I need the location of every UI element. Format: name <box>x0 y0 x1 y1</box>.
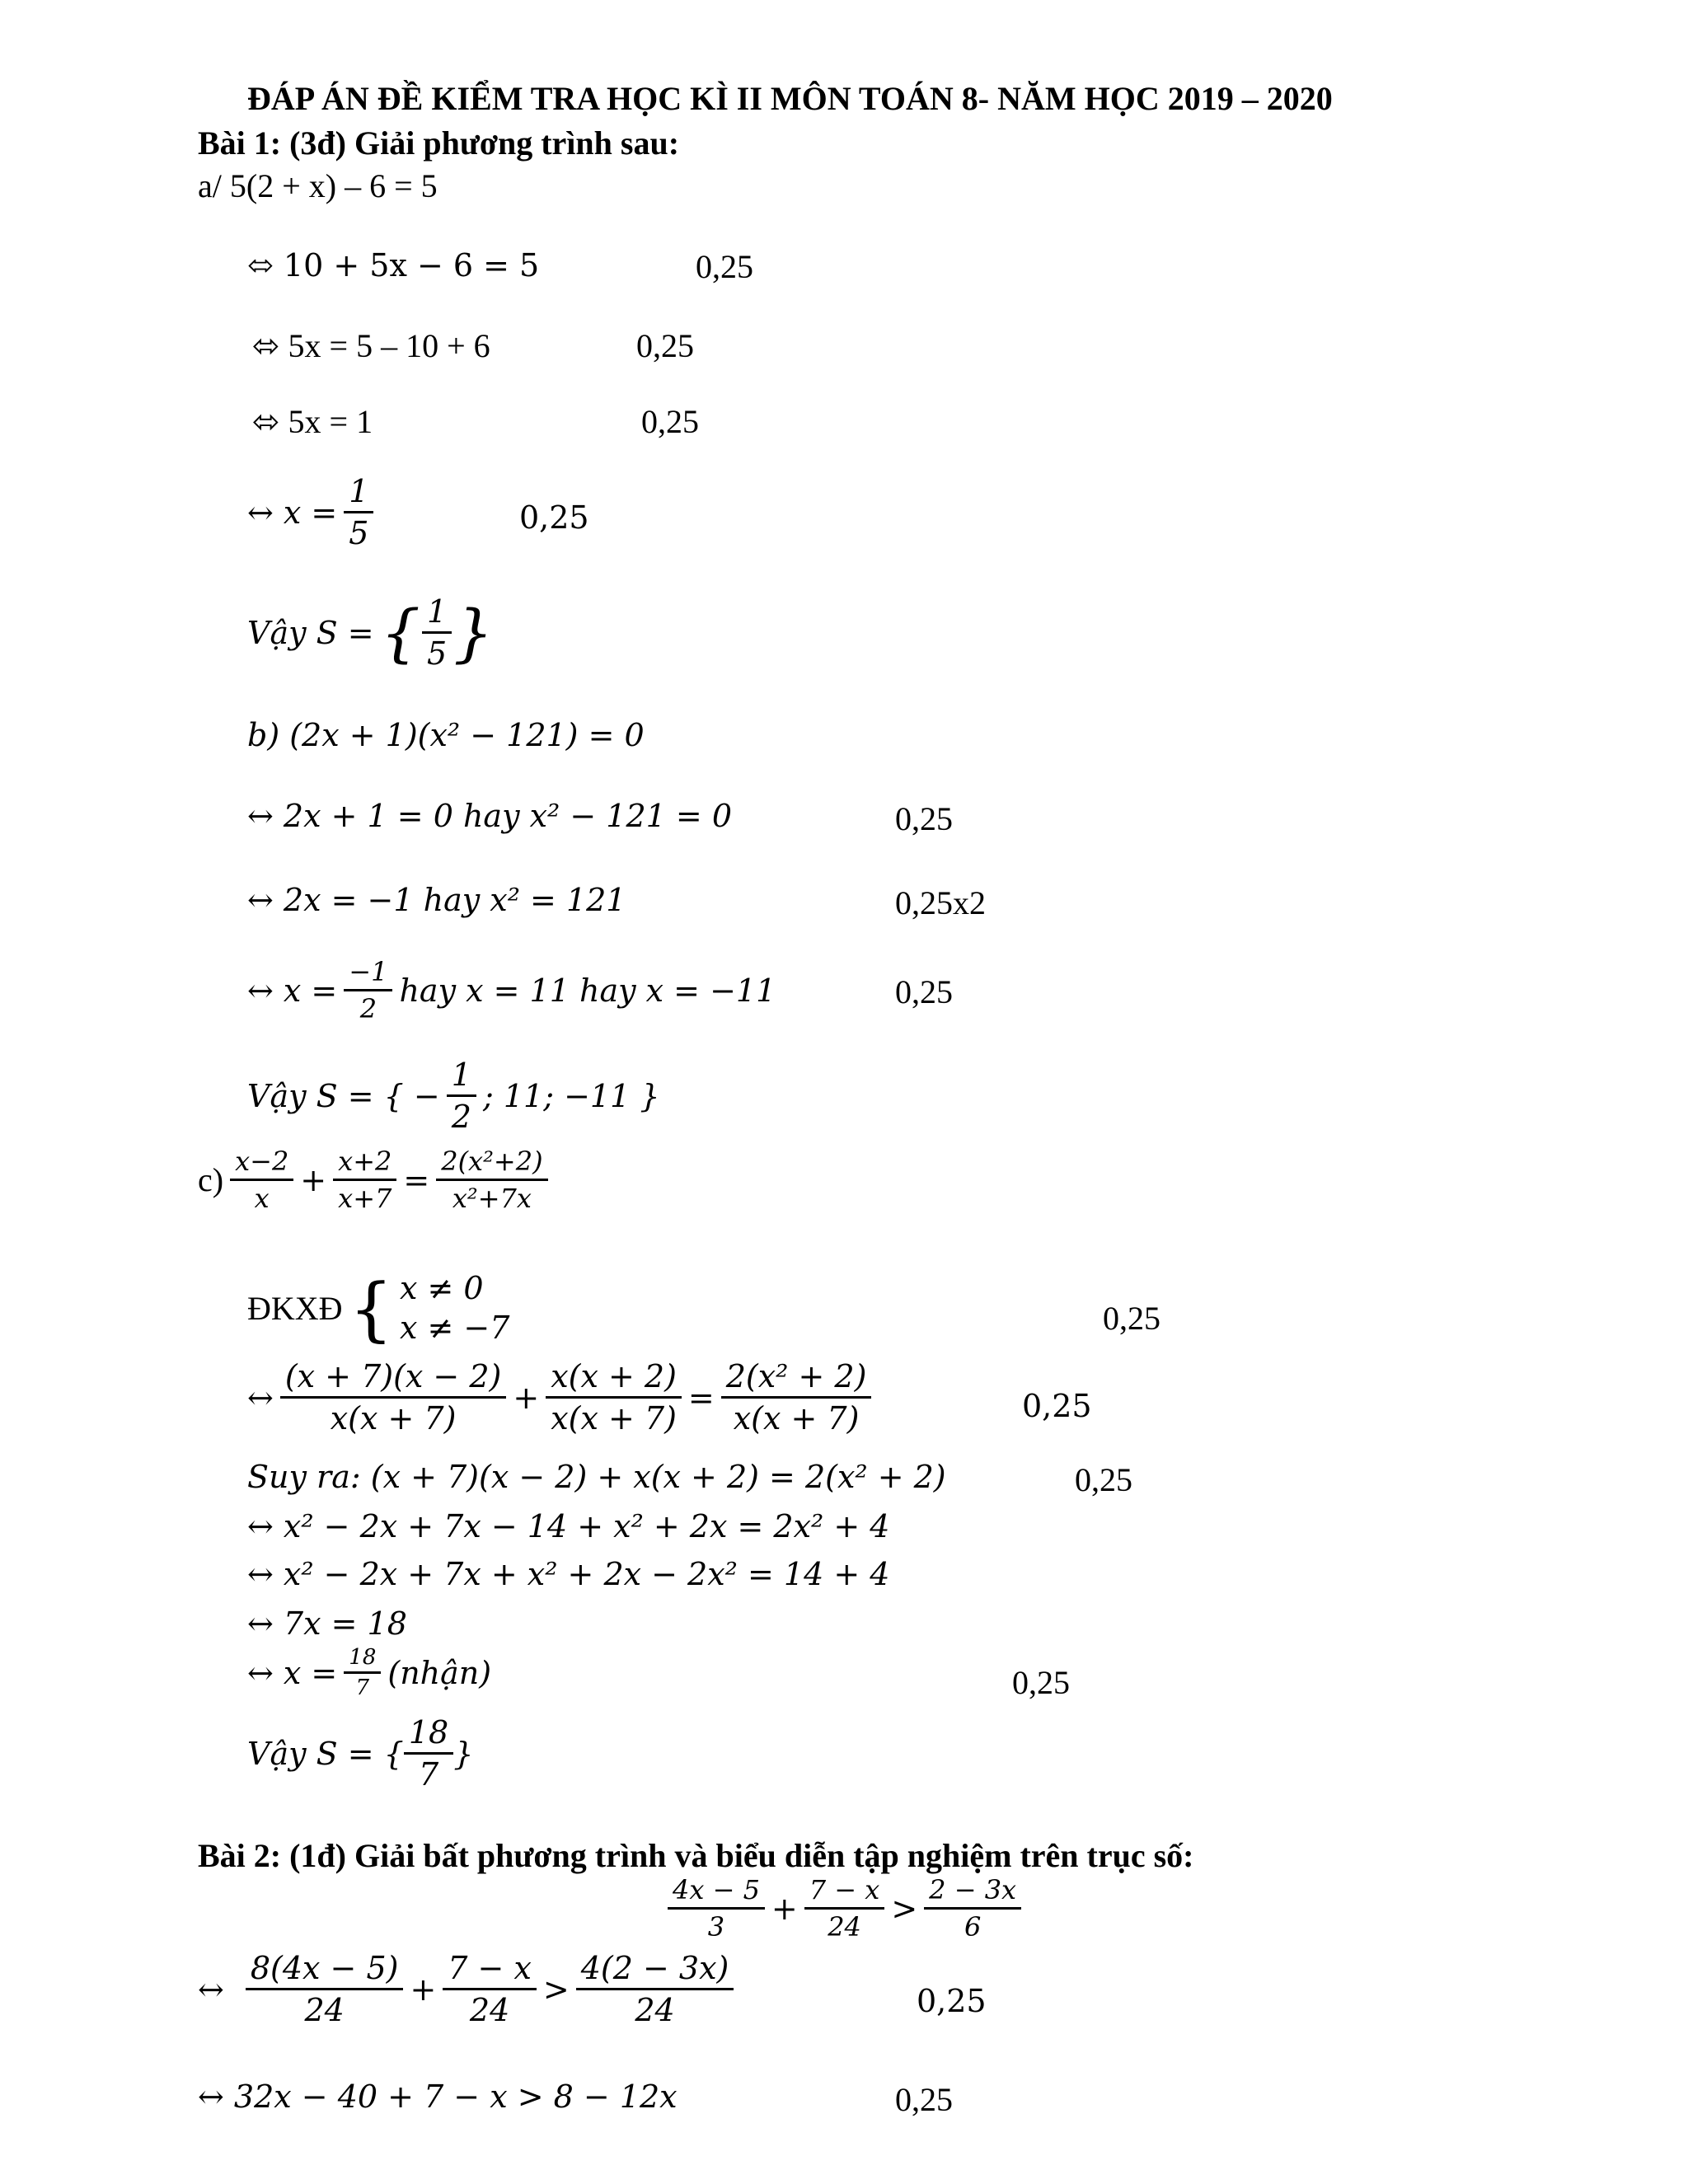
fraction-denominator: 24 <box>469 1992 510 2028</box>
fraction <box>333 1146 396 1214</box>
fraction-numerator: 1 <box>422 593 452 634</box>
arrow: ↔ <box>198 1971 224 2008</box>
bai2-step2: ↔ 32x − 40 + 7 − x > 8 − 12x <box>198 2079 678 2115</box>
bai1b-problem: b) (2x + 1)(x² − 121) = 0 <box>247 717 645 753</box>
fraction-numerator: 1 <box>344 473 373 513</box>
fraction-numerator: x+2 <box>333 1146 396 1181</box>
dkxd-conditions <box>400 1269 509 1347</box>
bai1c-step1 <box>247 1358 871 1436</box>
fraction <box>576 1950 734 2028</box>
bai1a-result-fraction <box>422 593 452 672</box>
right-brace: } <box>453 595 494 669</box>
bai1c-dkxd-score: 0,25 <box>1103 1300 1160 1337</box>
fraction-numerator: 4x − 5 <box>668 1874 765 1910</box>
fraction-denominator: 2 <box>451 1099 471 1135</box>
bai1c-step2: Suy ra: (x + 7)(x − 2) + x(x + 2) = 2(x² + 2) <box>247 1459 946 1495</box>
bai1c-step6-score: 0,25 <box>1012 1664 1070 1701</box>
bai1c-step4: ↔ x² − 2x + 7x + x² + 2x − 2x² = 14 + 4 <box>247 1556 890 1592</box>
plus-sign: + <box>300 1161 327 1198</box>
fraction-numerator: 18 <box>344 1645 381 1674</box>
fraction <box>668 1874 765 1943</box>
fraction-numerator: 7 − x <box>804 1874 885 1910</box>
fraction-numerator: 8(4x − 5) <box>246 1950 404 1990</box>
bai1c-result-rhs: } <box>453 1735 474 1772</box>
fraction-denominator: 24 <box>635 1992 675 2028</box>
bai1c-step1-score: 0,25 <box>1022 1388 1092 1424</box>
page-title: ĐÁP ÁN ĐỀ KIỂM TRA HỌC KÌ II MÔN TOÁN 8- NĂM HỌC 2019 – 2020 <box>247 80 1333 117</box>
dkxd-label: ĐKXĐ <box>247 1290 343 1327</box>
fraction <box>924 1874 1021 1943</box>
bai1c-result-lhs: Vậy S = { <box>247 1735 404 1772</box>
bai1-heading: Bài 1: (3đ) Giải phương trình sau: <box>198 124 680 162</box>
bai1a-step3: ⬄ 5x = 1 <box>252 403 373 440</box>
fraction-denominator: 7 <box>355 1675 370 1700</box>
dkxd-condition-2: x ≠ −7 <box>400 1309 510 1346</box>
fraction-numerator: 7 − x <box>443 1950 537 1990</box>
plus-sign: + <box>771 1890 798 1927</box>
plus-sign: + <box>513 1379 540 1416</box>
bai2-heading: Bài 2: (1đ) Giải bất phương trình và biểu diễn tập nghiệm trên trục số: <box>198 1837 1194 1874</box>
fraction-denominator: 7 <box>418 1756 439 1793</box>
bai2-step2-score: 0,25 <box>895 2081 953 2118</box>
equals-sign: = <box>687 1379 715 1416</box>
fraction-denominator: 2 <box>359 993 377 1024</box>
fraction-numerator: 2(x²+2) <box>436 1146 547 1181</box>
bai1b-step2-score: 0,25x2 <box>895 884 986 921</box>
fraction-denominator: 5 <box>426 635 448 672</box>
bai1b-result-lhs: Vậy S = { − <box>247 1077 440 1114</box>
equals-sign: = <box>403 1161 430 1198</box>
fraction <box>280 1358 507 1436</box>
bai1a-step2: ⬄ 5x = 5 – 10 + 6 <box>252 327 490 364</box>
fraction <box>230 1146 293 1214</box>
fraction-denominator: x+7 <box>338 1183 392 1214</box>
bai1c-step6-lhs: ↔ x = <box>247 1654 338 1691</box>
bai1b-step3-lhs: ↔ x = <box>247 972 338 1009</box>
bai1a-step1: ⬄ 10 + 5x − 6 = 5 <box>247 247 540 284</box>
left-brace: { <box>380 595 420 669</box>
fraction-denominator: x(x + 7) <box>733 1400 860 1436</box>
bai1c-step5: ↔ 7x = 18 <box>247 1605 407 1642</box>
bai1c-step3: ↔ x² − 2x + 7x − 14 + x² + 2x = 2x² + 4 <box>247 1508 890 1544</box>
bai1c-step2-score: 0,25 <box>1075 1461 1132 1498</box>
fraction-numerator: 18 <box>404 1714 453 1755</box>
bai1b-result <box>247 1057 660 1135</box>
fraction-denominator: 6 <box>964 1911 982 1943</box>
bai1b-step3-fraction <box>344 956 392 1024</box>
bai1c-dkxd <box>247 1269 509 1347</box>
fraction-denominator: x <box>254 1183 270 1214</box>
fraction <box>246 1950 404 2028</box>
bai1a-step4-lhs: ↔ x = <box>247 494 338 531</box>
bai1a-step1-score: 0,25 <box>696 248 753 285</box>
fraction <box>404 1714 453 1793</box>
arrow: ↔ <box>247 1379 274 1416</box>
fraction-denominator: 24 <box>304 1992 345 2028</box>
bai1b-step3-score: 0,25 <box>895 973 953 1010</box>
fraction-denominator: x²+7x <box>452 1183 532 1214</box>
bai1b-result-rhs: ; 11; −11 } <box>482 1077 660 1114</box>
bai1c-step6-rhs: (nhận) <box>387 1654 492 1691</box>
fraction-denominator: x(x + 7) <box>551 1400 677 1436</box>
fraction-denominator: 24 <box>828 1911 861 1943</box>
bai1b-step3-rhs: hay x = 11 hay x = −11 <box>399 972 776 1009</box>
bai2-step1-score: 0,25 <box>917 1983 987 2019</box>
fraction-numerator: 2(x² + 2) <box>721 1358 872 1399</box>
bai1b-step3 <box>247 956 776 1024</box>
bai1a-step2-score: 0,25 <box>636 327 694 364</box>
fraction <box>546 1358 682 1436</box>
fraction-numerator: 2 − 3x <box>924 1874 1021 1910</box>
bai1a-step4 <box>247 473 373 551</box>
bai1c-label: c) <box>198 1161 224 1198</box>
bai1b-result-fraction <box>447 1057 476 1135</box>
bai1b-step1: ↔ 2x + 1 = 0 hay x² − 121 = 0 <box>247 798 732 834</box>
bai1a-result <box>247 593 494 672</box>
fraction <box>721 1358 872 1436</box>
bai2-step1 <box>198 1950 734 2028</box>
bai1c-step6 <box>247 1645 491 1700</box>
bai1b-step2: ↔ 2x = −1 hay x² = 121 <box>247 882 626 918</box>
system-brace: { <box>349 1268 393 1349</box>
bai1c-result <box>247 1714 473 1793</box>
bai1b-step1-score: 0,25 <box>895 800 953 837</box>
fraction <box>436 1146 547 1214</box>
bai1a-result-lhs: Vậy S = <box>247 614 374 651</box>
dkxd-condition-1: x ≠ 0 <box>400 1270 484 1306</box>
fraction <box>443 1950 537 2028</box>
fraction-denominator: 5 <box>349 515 369 551</box>
fraction-numerator: 4(2 − 3x) <box>576 1950 734 1990</box>
bai1a-step3-score: 0,25 <box>641 403 699 440</box>
plus-sign: + <box>410 1971 437 2008</box>
fraction-denominator: x(x + 7) <box>330 1400 457 1436</box>
fraction-numerator: x(x + 2) <box>546 1358 682 1399</box>
bai1a-step4-score: 0,25 <box>519 499 589 536</box>
fraction-denominator: 3 <box>707 1911 725 1943</box>
fraction-numerator: 1 <box>447 1057 476 1097</box>
greater-than-sign: > <box>891 1890 918 1927</box>
fraction-numerator: x−2 <box>230 1146 293 1181</box>
fraction <box>804 1874 885 1943</box>
fraction <box>344 1645 381 1700</box>
bai1c-equation <box>198 1146 548 1214</box>
fraction-numerator: (x + 7)(x − 2) <box>280 1358 507 1399</box>
bai1a-step4-fraction <box>344 473 373 551</box>
bai1a-problem: a/ 5(2 + x) – 6 = 5 <box>198 167 438 204</box>
greater-than-sign: > <box>542 1971 570 2008</box>
fraction-numerator: −1 <box>344 956 392 991</box>
bai2-inequality <box>668 1874 1021 1943</box>
